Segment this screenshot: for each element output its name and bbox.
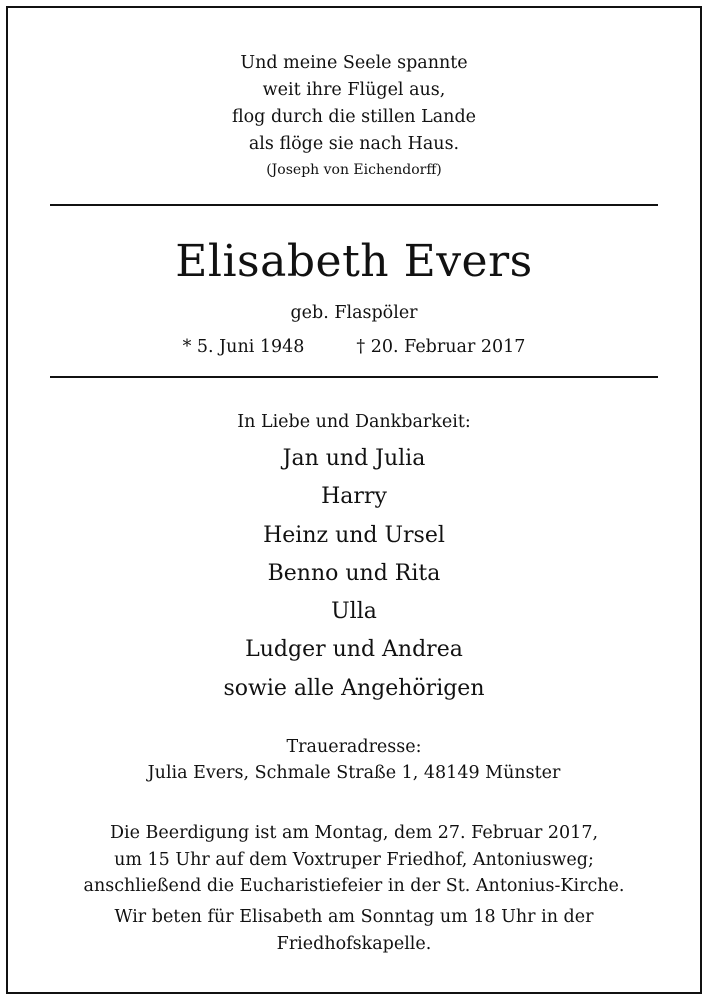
deceased-name: Elisabeth Evers: [175, 236, 533, 287]
mourner-name: Heinz und Ursel: [263, 522, 445, 548]
mourner-name: Harry: [321, 484, 387, 510]
poem-line: weit ihre Flügel aus,: [262, 80, 446, 100]
poem: [8, 50, 700, 182]
funeral-line: Die Beerdigung ist am Montag, dem 27. Februar 2017,: [109, 823, 599, 843]
prayer-line: Wir beten für Elisabeth am Sonntag um 18 Uhr in der: [114, 907, 594, 927]
divider-bottom: [50, 376, 658, 378]
birth-date: * 5. Juni 1948: [182, 337, 305, 357]
funeral-info: [8, 820, 700, 900]
poem-line: als flöge sie nach Haus.: [248, 134, 460, 154]
address-label: Traueradresse:: [286, 737, 422, 757]
poem-line: Und meine Seele spannte: [240, 53, 468, 73]
poem-line: flog durch die stillen Lande: [231, 107, 477, 127]
mourners-intro: In Liebe und Dankbarkeit:: [237, 412, 471, 432]
prayer-info: [8, 904, 700, 958]
funeral-line: anschließend die Eucharistiefeier in der St. Antonius-Kirche.: [83, 876, 625, 896]
address-value: Julia Evers, Schmale Straße 1, 48149 Münster: [147, 763, 561, 783]
funeral-line: um 15 Uhr auf dem Voxtruper Friedhof, Antoniusweg;: [114, 849, 594, 870]
life-dates: [8, 333, 700, 361]
prayer-line: Friedhofskapelle.: [276, 934, 432, 954]
obituary-notice: [6, 6, 702, 994]
divider-top: [50, 204, 658, 206]
mourner-name: Ludger und Andrea: [245, 637, 463, 663]
mourner-name: sowie alle Angehörigen: [223, 675, 485, 701]
mourner-name: Benno und Rita: [267, 560, 441, 586]
mourner-name: Ulla: [331, 599, 377, 625]
death-date: † 20. Februar 2017: [356, 337, 526, 357]
birth-name: geb. Flaspöler: [290, 303, 418, 323]
mourners-list: [8, 440, 700, 708]
poem-author: (Joseph von Eichendorff): [266, 162, 442, 178]
mourner-name: Jan und Julia: [282, 446, 426, 471]
